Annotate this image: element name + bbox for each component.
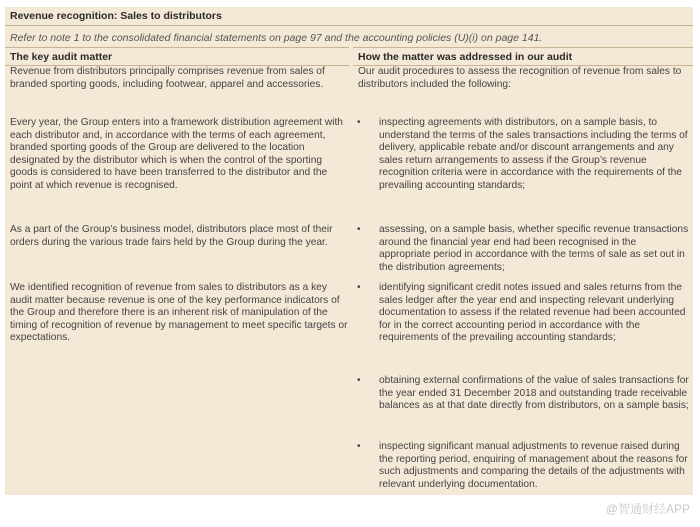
left-paragraph-4: We identified recognition of revenue from sales to distributors as a key audit matter because revenue is one of the key performance indicators of the Group and therefore there is an inherent risk of manipulation of the timing of recognition of revenue by management to meet specific targets or expectations.: [10, 282, 348, 343]
procedure-text: inspecting agreements with distributors, on a sample basis, to understand the terms of the sales transactions including the terms of delivery, applicable rebate and/or discount arrangements and any sales return arrangements to assess if the Group’s revenue recognition criteria were in accordance with the requirements of the prevailing accounting standards;: [379, 117, 688, 191]
procedure-text: assessing, on a sample basis, whether specific revenue transactions around the financial year end had been recognised in the appropriate period in accordance with the terms of sale as set out in the distribution agreements;: [379, 224, 689, 273]
procedure-text: inspecting significant manual adjustments to revenue raised during the reporting period, enquiring of management about the reasons for such adjustments and comparing the details of the adjustments with relevant underlying documentation.: [379, 441, 688, 490]
procedure-text: identifying significant credit notes issued and sales returns from the sales ledger after the year end and inspecting relevant underlying documentation to assess if the related revenue had been accounted for in the correct accounting period in accordance with the requirements of the prevailing accounting standards;: [379, 282, 686, 343]
bullet-icon: •: [357, 117, 361, 128]
key-audit-matter-heading: The key audit matter: [5, 47, 349, 66]
reference-note: Refer to note 1 to the consolidated financial statements on page 97 and the accounting policies (U)(i) on page 141.: [10, 32, 543, 44]
audit-procedures-intro: Our audit procedures to assess the recognition of revenue from sales to distributors included the following:: [358, 66, 682, 90]
audit-approach-heading: How the matter was addressed in our audit: [353, 47, 693, 66]
section-title: Revenue recognition: Sales to distributors: [10, 10, 222, 22]
title-bar: [5, 7, 693, 26]
bullet-icon: •: [357, 375, 361, 386]
bullet-icon: •: [357, 282, 361, 293]
left-paragraph-2: Every year, the Group enters into a framework distribution agreement with each distributor and, in accordance with the terms of each agreement, branded sporting goods of the Group are delivered to the location designated by the distributor which is when the control of the sporting goods is considered to have been transferred to the distributor and the point at which revenue is recognised.: [10, 117, 343, 191]
bullet-icon: •: [357, 441, 361, 452]
left-paragraph-3: As a part of the Group’s business model, distributors place most of their orders during the various trade fairs held by the Group during the year.: [10, 224, 333, 248]
bullet-icon: •: [357, 224, 361, 235]
watermark: @智通财经APP: [605, 502, 690, 516]
audit-matter-panel: [5, 7, 693, 495]
procedure-text: obtaining external confirmations of the value of sales transactions for the year ended 31 December 2018 and outstanding trade receivable balances as at that date directly from distributors, on a sample basis;: [379, 375, 689, 411]
left-paragraph-1: Revenue from distributors principally comprises revenue from sales of branded sporting goods, including footwear, apparel and accessories.: [10, 66, 325, 90]
